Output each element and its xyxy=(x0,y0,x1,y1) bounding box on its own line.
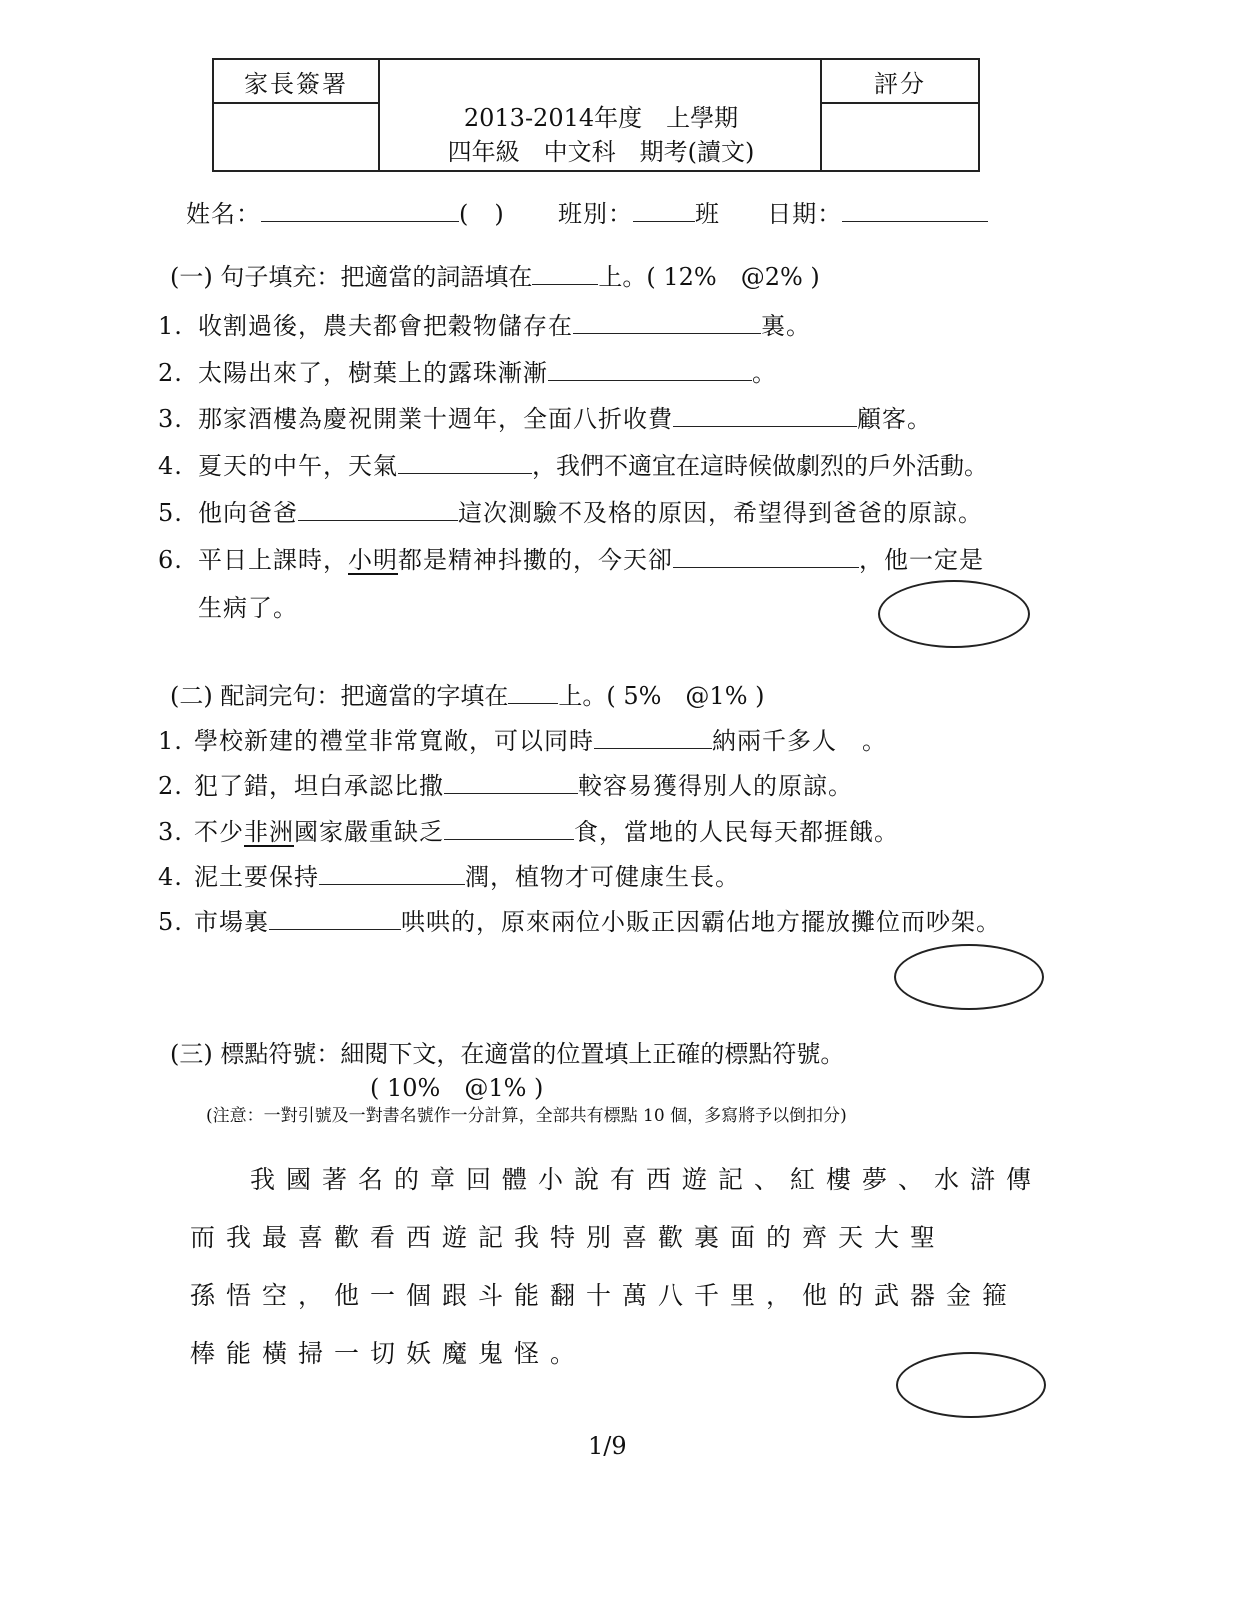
header-rule-left xyxy=(214,102,378,104)
header-rule-right xyxy=(820,102,978,104)
section3-title: (三) 標點符號：細閱下文，在適當的位置填上正確的標點符號。 xyxy=(170,1040,845,1068)
passage-line-4[interactable]: 棒能橫掃一切妖魔鬼怪。 xyxy=(190,1339,587,1368)
name-label: 姓名： xyxy=(186,200,261,228)
s2-q2-blank[interactable] xyxy=(444,771,578,794)
section3-note: (注意：一對引號及一對書名號作一分計算，全部共有標點 10 個，多寫將予以倒扣分) xyxy=(206,1106,847,1126)
s2-q3-blank[interactable] xyxy=(444,817,574,840)
s2-question-1: 1. 學校新建的禮堂非常寬敞，可以同時 納兩千多人 。 xyxy=(158,727,887,755)
parent-signature-field[interactable] xyxy=(218,106,374,166)
s1-q6-blank[interactable] xyxy=(673,545,859,568)
section3-marks: ( 10% @1% ) xyxy=(370,1074,544,1102)
s1-q3-blank[interactable] xyxy=(673,404,857,427)
s1-question-6: 6. 平日上課時，小明都是精神抖擻的，今天卻 ，他一定是 xyxy=(158,546,984,574)
page-number: 1/9 xyxy=(588,1432,627,1460)
s2-question-4: 4. 泥土要保持 潤，植物才可健康生長。 xyxy=(158,863,740,891)
date-field[interactable] xyxy=(842,199,988,222)
section2-title: (二) 配詞完句：把適當的字填在 上。( 5% @1% ) xyxy=(170,682,765,710)
passage-line-1[interactable]: 我國著名的章回體小說有西遊記、紅樓夢、水滸傳 xyxy=(250,1165,1043,1194)
s2-question-3: 3. 不少非洲國家嚴重缺乏 食，當地的人民每天都捱餓。 xyxy=(158,818,899,846)
exam-title-line1: 2013-2014年度 上學期 xyxy=(463,104,739,132)
proper-name-africa: 非洲 xyxy=(244,818,294,846)
section1-title: (一) 句子填充：把適當的詞語填在 上。( 12% @2% ) xyxy=(170,263,820,291)
section3-score-oval[interactable] xyxy=(896,1352,1046,1418)
header-table xyxy=(212,58,980,172)
parent-signature-label: 家長簽署 xyxy=(244,70,348,98)
s1-question-5: 5. 他向爸爸 這次測驗不及格的原因，希望得到爸爸的原諒。 xyxy=(158,499,983,527)
exam-title-line2: 四年級 中文科 期考(讀文) xyxy=(447,138,755,166)
class-label: 班別： xyxy=(558,200,634,228)
s1-q2-blank[interactable] xyxy=(548,358,752,381)
class-suffix: 班 xyxy=(695,200,721,228)
s2-question-2: 2. 犯了錯，坦白承認比撒 較容易獲得別人的原諒。 xyxy=(158,772,853,800)
date-label: 日期： xyxy=(767,200,843,228)
s2-q1-blank[interactable] xyxy=(594,726,712,749)
s1-q1-blank[interactable] xyxy=(573,311,761,334)
s2-q5-blank[interactable] xyxy=(269,907,401,930)
s1-question-2: 2. 太陽出來了，樹葉上的露珠漸漸 。 xyxy=(158,359,777,387)
passage-line-3[interactable]: 孫悟空，他一個跟斗能翻十萬八千里，他的武器金箍 xyxy=(190,1281,1019,1310)
section2-score-oval[interactable] xyxy=(894,944,1044,1010)
s1-q4-blank[interactable] xyxy=(398,451,532,474)
s1-question-1: 1. 收割過後，農夫都會把穀物儲存在 裏。 xyxy=(158,312,811,340)
passage-line-2[interactable]: 而我最喜歡看西遊記我特別喜歡裏面的齊天大聖 xyxy=(190,1223,947,1252)
student-info-row xyxy=(186,194,988,229)
score-label: 評分 xyxy=(874,70,926,98)
proper-name-xiaoming: 小明 xyxy=(348,546,398,574)
s1-question-6-line2: 生病了。 xyxy=(198,594,298,622)
name-field[interactable] xyxy=(261,199,459,222)
s1-question-3: 3. 那家酒樓為慶祝開業十週年，全面八折收費 顧客。 xyxy=(158,405,932,433)
s1-q5-blank[interactable] xyxy=(298,498,458,521)
s2-q4-blank[interactable] xyxy=(319,862,465,885)
section1-score-oval[interactable] xyxy=(878,580,1030,648)
score-field[interactable] xyxy=(824,106,974,166)
s1-question-4: 4. 夏天的中午，天氣 ，我們不適宜在這時候做劇烈的戶外活動。 xyxy=(158,452,988,480)
s2-question-5: 5. 市場裏 哄哄的，原來兩位小販正因霸佔地方擺放攤位而吵架。 xyxy=(158,908,1001,936)
class-number-field[interactable]: ( ) xyxy=(459,200,505,228)
class-field[interactable] xyxy=(633,199,695,222)
